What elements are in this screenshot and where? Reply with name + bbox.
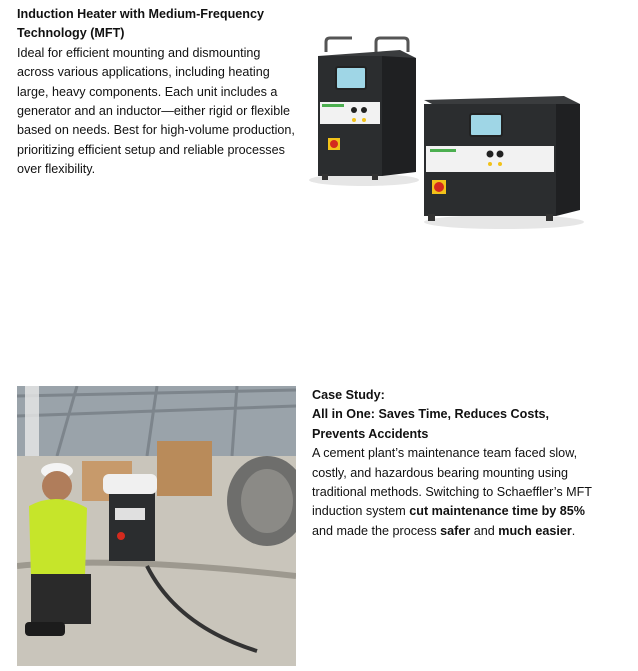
- case-study-headline: All in One: Saves Time, Reduces Costs, Prevents Accidents: [312, 407, 550, 441]
- case-study-highlight-easier: much easier: [498, 523, 572, 538]
- case-study-block: [312, 386, 594, 541]
- tall-heater-unit: [318, 38, 416, 180]
- case-study-label: Case Study:: [312, 388, 385, 402]
- case-study-body: [312, 444, 594, 541]
- product-title: Induction Heater with Medium-Frequency Technology (MFT): [17, 7, 264, 41]
- wide-heater-unit: [424, 96, 580, 221]
- case-study-text-4: .: [571, 523, 576, 538]
- product-description: Ideal for efficient mounting and dismounting across various applications, including heating large, heavy components. Each unit includes a generator and an inductor—either rigid or flexible based on needs. Best for high-volume production, prioritizing efficient setup and reliable processes over flexibility.: [17, 45, 295, 177]
- induction-heater-units-image: [304, 30, 594, 250]
- case-study-highlight-time: cut maintenance time by 85%: [409, 504, 585, 519]
- product-description-block: [17, 5, 295, 180]
- case-study-text-3: and: [470, 523, 499, 538]
- case-study-text-2: and made the process: [312, 523, 441, 538]
- case-study-highlight-safer: safer: [440, 523, 471, 538]
- case-study-text-1: A cement plant’s maintenance team faced slow, costly, and hazardous bearing mounting using traditional methods. Switching to Schaeffler’s MFT induction system: [312, 446, 592, 519]
- cement-plant-site-photo: [17, 386, 296, 666]
